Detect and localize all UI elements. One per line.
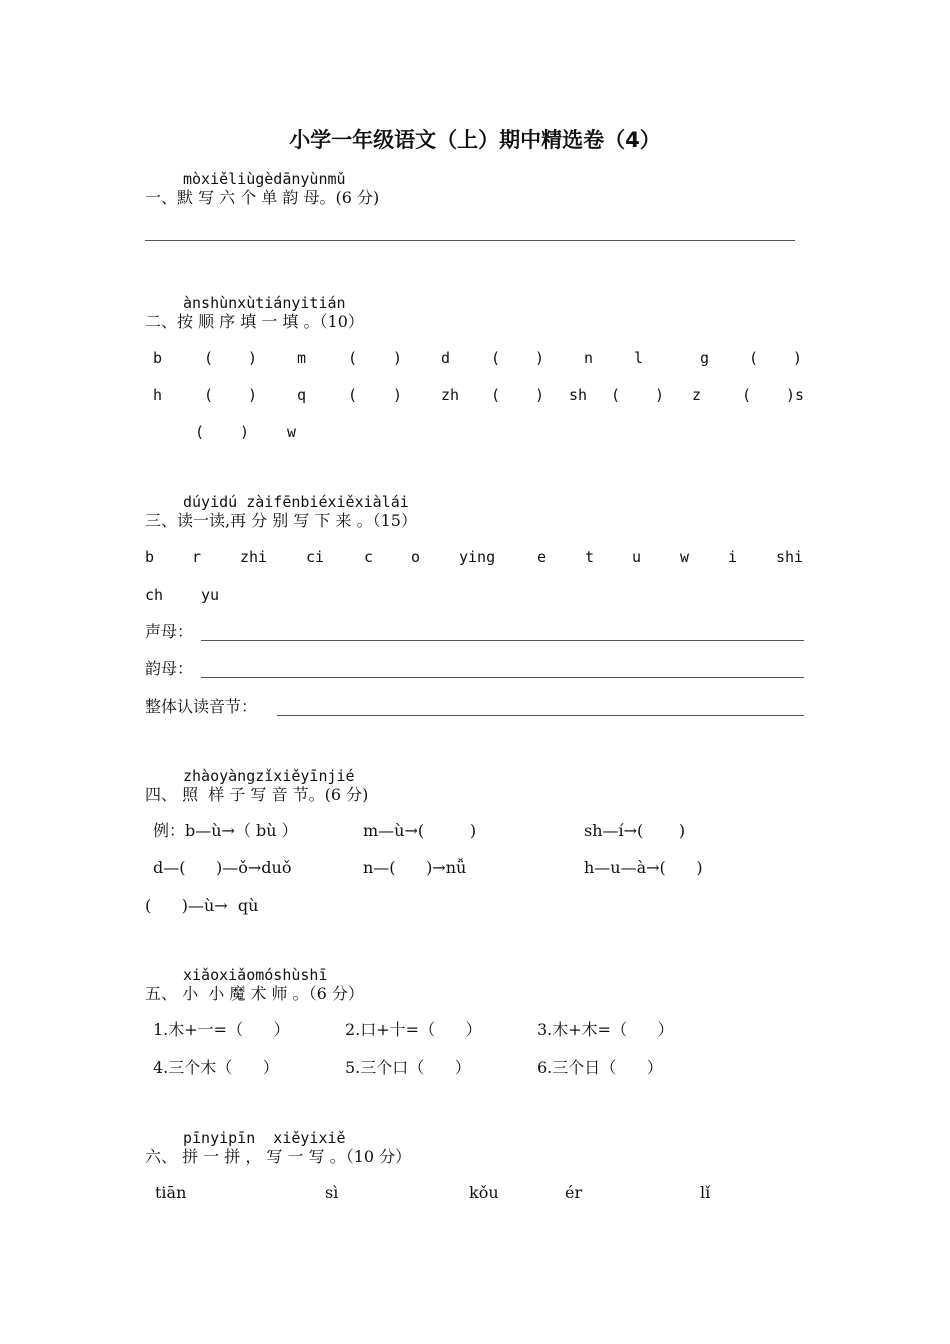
s2-r2-open-5: (: [742, 386, 752, 404]
s2-r3-close: ): [240, 423, 250, 441]
s2-r2-q: q: [297, 386, 307, 404]
s3-yu: yu: [201, 586, 220, 604]
s4-item-qu: ( )—ù→ qù: [145, 896, 259, 915]
s5-item-2: 2.口+十=（ ）: [345, 1020, 482, 1039]
s2-r2-zh: zh: [441, 386, 460, 404]
s3-u: u: [632, 548, 642, 566]
field-label-finals: 韵母：: [145, 659, 194, 678]
s2-r2-open-2: (: [348, 386, 358, 404]
s3-ch: ch: [145, 586, 164, 604]
s2-r2-sh: sh: [569, 386, 588, 404]
s2-r2-open-3: (: [491, 386, 501, 404]
s2-r2-h: h: [153, 386, 163, 404]
s3-e: e: [537, 548, 547, 566]
s2-r3-w: w: [287, 423, 297, 441]
s3-shi: shi: [776, 548, 804, 566]
s2-r1-open-1: (: [204, 349, 214, 367]
section4-pinyin: zhàoyàngzǐxiěyīnjié: [183, 767, 355, 785]
s5-item-3: 3.木+木=（ ）: [537, 1020, 674, 1039]
s2-r1-close-3: ): [535, 349, 545, 367]
s2-r1-open-3: (: [491, 349, 501, 367]
s2-r1-open-2: (: [348, 349, 358, 367]
s2-r1-close-1: ): [248, 349, 258, 367]
s3-r: r: [192, 548, 202, 566]
s2-r2-open-1: (: [204, 386, 214, 404]
section6-heading: 六、 拼 一 拼 ， 写 一 写 。（10 分）: [145, 1147, 412, 1166]
section1-answer-line[interactable]: [145, 240, 795, 241]
s2-r2-close-3: ): [535, 386, 545, 404]
s2-r2-close-2: ): [393, 386, 403, 404]
finals-answer-line[interactable]: [201, 677, 804, 678]
s2-r1-d: d: [441, 349, 451, 367]
s3-c: c: [364, 548, 374, 566]
s2-r2-close-1: ): [248, 386, 258, 404]
s3-i: i: [728, 548, 738, 566]
s2-r1-n: n: [584, 349, 594, 367]
s3-t: t: [585, 548, 595, 566]
s6-er: ér: [565, 1183, 583, 1202]
section6-pinyin: pīnyipīn xiěyixiě: [183, 1129, 346, 1147]
s4-item-shi: sh—í→( ): [584, 821, 686, 840]
s2-r1-l: l: [634, 349, 644, 367]
section3-pinyin: dúyidú zàifēnbiéxiěxiàlái: [183, 493, 409, 511]
section2-heading: 二、按 顺 序 填 一 填 。（10）: [145, 312, 364, 331]
whole-syllables-answer-line[interactable]: [277, 715, 804, 716]
s3-ying: ying: [459, 548, 496, 566]
s3-w: w: [680, 548, 690, 566]
s5-item-4: 4.三个木（ ）: [153, 1058, 279, 1077]
s2-r2-close-s: )s: [786, 386, 805, 404]
s6-li: lǐ: [700, 1183, 711, 1202]
section1-heading: 一、默 写 六 个 单 韵 母。(6 分): [145, 188, 380, 207]
s4-item-duo: d—( )—ǒ→duǒ: [153, 858, 292, 877]
s5-item-6: 6.三个日（ ）: [537, 1058, 663, 1077]
section3-heading: 三、读一读,再 分 别 写 下 来 。（15）: [145, 511, 417, 530]
s5-item-1: 1.木+一=（ ）: [153, 1020, 290, 1039]
s2-r2-z: z: [692, 386, 702, 404]
s2-r2-close-4: ): [655, 386, 665, 404]
section2-pinyin: ànshùnxùtiányitián: [183, 294, 346, 312]
s4-item-hua: h—u—à→( ): [584, 858, 703, 877]
s4-item-nv: n—( )→nǚ: [363, 858, 467, 877]
s6-tian: tiān: [155, 1183, 187, 1202]
s2-r1-g: g: [700, 349, 710, 367]
s6-si: sì: [325, 1183, 339, 1202]
section5-heading: 五、 小 小 魔 术 师 。（6 分）: [145, 984, 364, 1003]
section4-heading: 四、 照 样 子 写 音 节。(6 分): [145, 785, 369, 804]
s4-example: 例：b—ù→（ bù ）: [153, 821, 298, 840]
s3-ci: ci: [306, 548, 325, 566]
s3-b: b: [145, 548, 155, 566]
s4-item-mu: m—ù→( ): [363, 821, 477, 840]
initials-answer-line[interactable]: [201, 640, 804, 641]
s5-item-5: 5.三个口（ ）: [345, 1058, 471, 1077]
s2-r1-m: m: [297, 349, 307, 367]
page-title: 小学一年级语文（上）期中精选卷（4）: [289, 128, 661, 152]
s2-r1-close-4: ): [793, 349, 803, 367]
s3-o: o: [411, 548, 421, 566]
s2-r1-b: b: [153, 349, 163, 367]
field-label-initials: 声母：: [145, 622, 194, 641]
s2-r1-close-2: ): [393, 349, 403, 367]
s2-r1-open-4: (: [749, 349, 759, 367]
section1-pinyin: mòxiěliùgèdānyùnmǔ: [183, 170, 346, 188]
s2-r3-open: (: [195, 423, 205, 441]
s2-r2-open-4: (: [611, 386, 621, 404]
section5-pinyin: xiǎoxiǎomóshùshī: [183, 966, 328, 984]
field-label-whole-syllables: 整体认读音节：: [145, 697, 258, 716]
s6-kou: kǒu: [469, 1183, 499, 1202]
s3-zhi: zhi: [240, 548, 268, 566]
